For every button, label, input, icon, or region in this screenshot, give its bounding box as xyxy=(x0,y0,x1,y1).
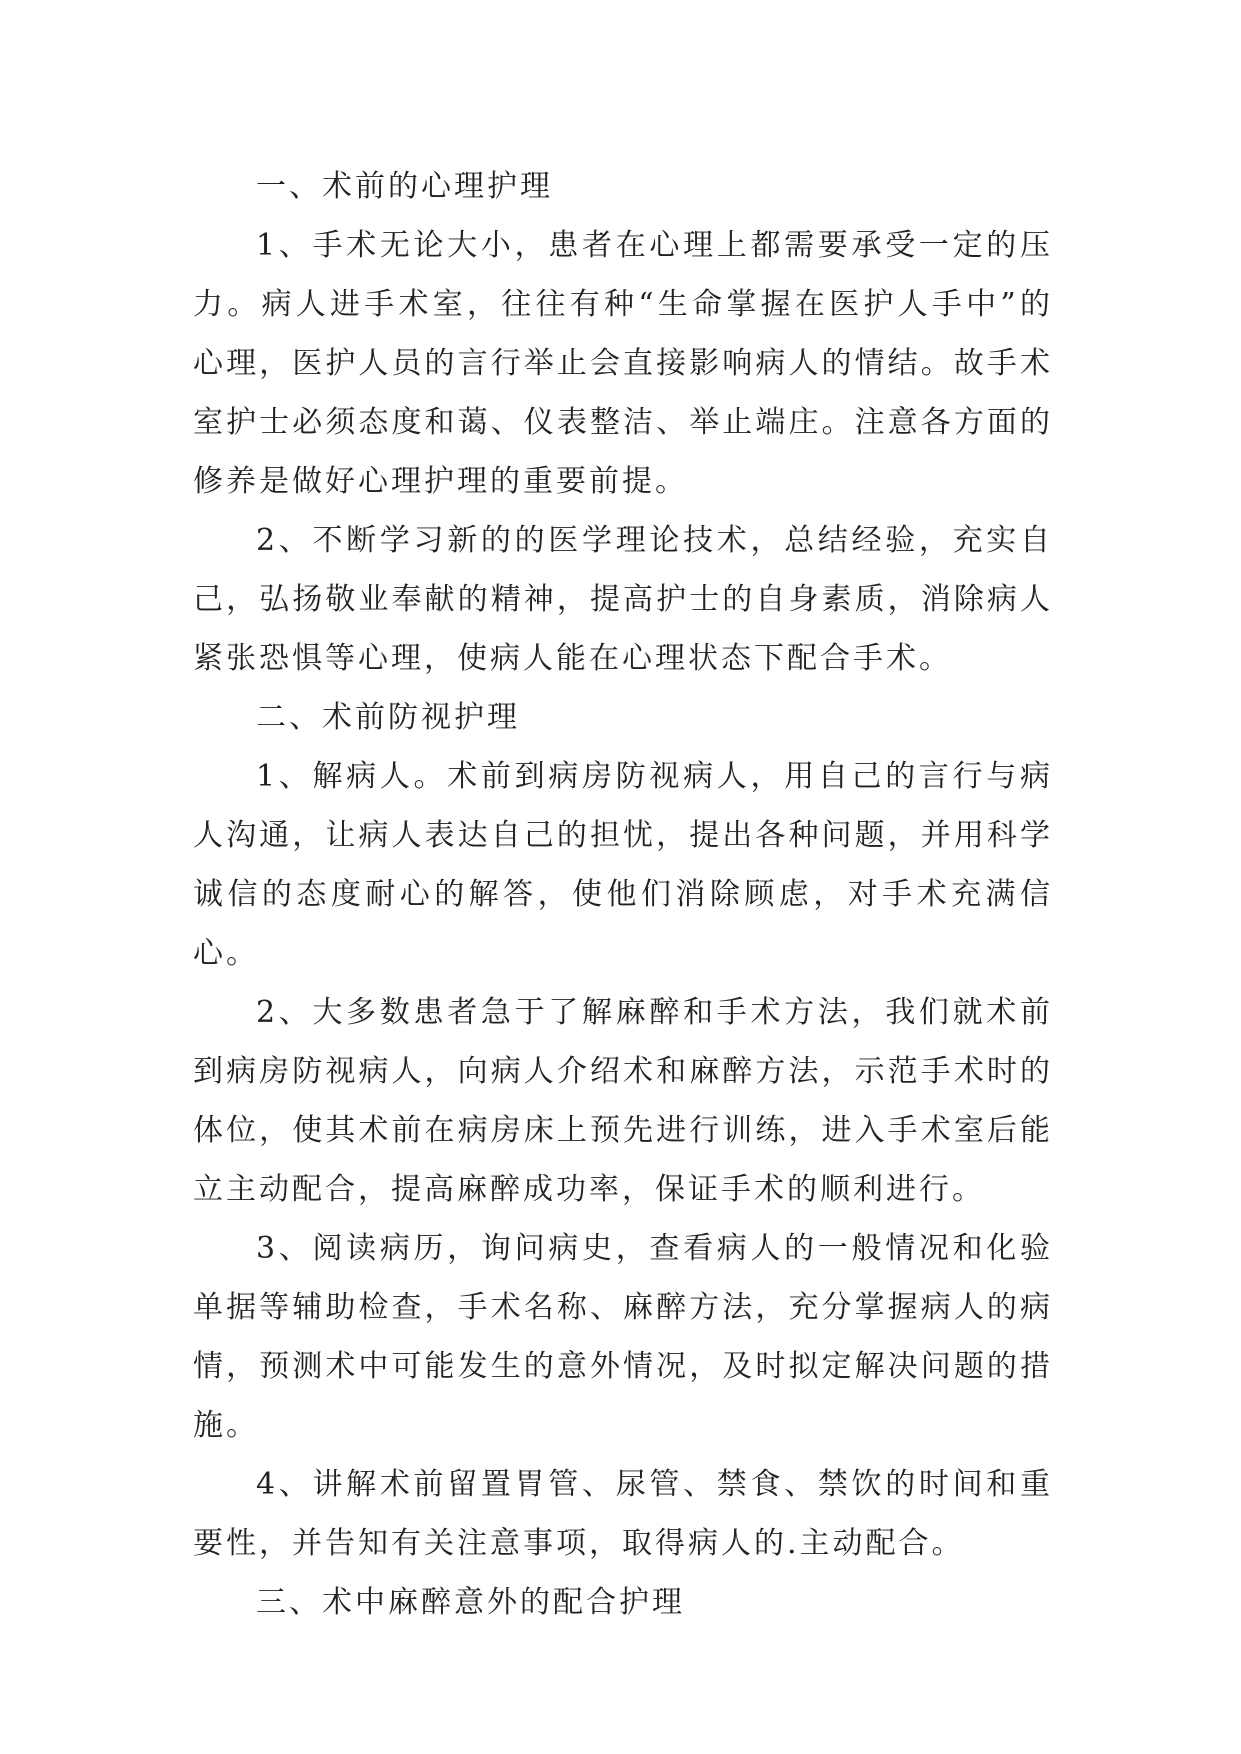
paragraph: 2、大多数患者急于了解麻醉和手术方法，我们就术前到病房防视病人，向病人介绍术和麻醉方法，示范手术时的体位，使其术前在病房床上预先进行训练，进入手术室后能立主动配合，提高麻醉成功率，保证手术的顺利进行。 xyxy=(193,995,1053,1207)
section-heading-2: 二、术前防视护理 xyxy=(256,700,520,735)
paragraph: 1、解病人。术前到病房防视病人，用自己的言行与病人沟通，让病人表达自己的担忧，提出各种问题，并用科学诚信的态度耐心的解答，使他们消除顾虑，对手术充满信心。 xyxy=(193,759,1053,971)
section-heading-3: 三、术中麻醉意外的配合护理 xyxy=(256,1585,685,1620)
paragraph: 2、不断学习新的的医学理论技术，总结经验，充实自己，弘扬敬业奉献的精神，提高护士的自身素质，消除病人紧张恐惧等心理，使病人能在心理状态下配合手术。 xyxy=(193,523,1053,676)
section-heading-1: 一、术前的心理护理 xyxy=(256,169,553,204)
paragraph: 3、阅读病历，询问病史，查看病人的一般情况和化验单据等辅助检查，手术名称、麻醉方法，充分掌握病人的病情，预测术中可能发生的意外情况，及时拟定解决问题的措施。 xyxy=(193,1231,1053,1443)
document-body xyxy=(193,157,1053,1632)
paragraph: 1、手术无论大小，患者在心理上都需要承受一定的压力。病人进手术室，往往有种“生命掌握在医护人手中”的心理，医护人员的言行举止会直接影响病人的情结。故手术室护士必须态度和蔼、仪表整洁、举止端庄。注意各方面的修养是做好心理护理的重要前提。 xyxy=(193,228,1053,499)
paragraph: 4、讲解术前留置胃管、尿管、禁食、禁饮的时间和重要性，并告知有关注意事项，取得病人的.主动配合。 xyxy=(193,1467,1053,1561)
